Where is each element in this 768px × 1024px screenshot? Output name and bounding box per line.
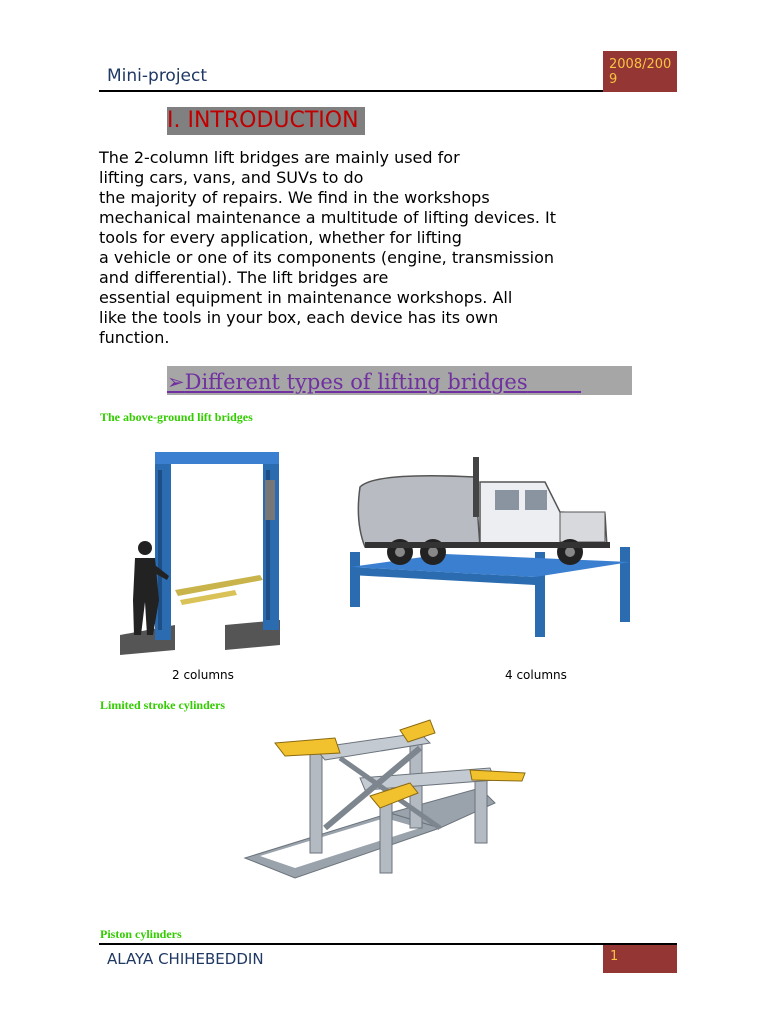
caption-two-columns: 2 columns [172,668,234,682]
header-rule [99,90,677,92]
intro-line: and differential). The lift bridges are [99,268,389,287]
intro-line: a vehicle or one of its components (engine, transmission [99,248,555,267]
bullet-arrow-icon: ➢ [167,370,185,394]
section-above-ground: The above-ground lift bridges [100,410,253,424]
four-column-lift-image [345,452,635,642]
caption-four-columns: 4 columns [505,668,567,682]
header-year-box [603,51,677,92]
intro-line: The 2-column lift bridges are mainly used for [99,148,460,167]
intro-line: lifting cars, vans, and SUVs to do [99,168,364,187]
intro-line: mechanical maintenance a multitude of lifting devices. It [99,208,556,227]
header-year: 2008/2009 [609,57,672,87]
intro-paragraph [99,148,619,348]
intro-line: tools for every application, whether for lifting [99,228,462,247]
footer-page-number: 1 [603,945,677,973]
intro-heading: I. INTRODUCTION [167,107,365,135]
types-heading-text: Different types of lifting bridges [184,370,528,394]
footer-author: ALAYA CHIHEBEDDIN [107,950,264,968]
footer-rule [99,943,677,945]
intro-line: function. [99,328,170,347]
header-title: Mini-project [107,66,208,86]
intro-line: the majority of repairs. We find in the workshops [99,188,490,207]
intro-line: like the tools in your box, each device has its own [99,308,499,327]
types-heading [167,366,632,395]
two-column-lift-image [115,450,285,655]
section-limited-stroke: Limited stroke cylinders [100,698,226,712]
intro-line: essential equipment in maintenance workshops. All [99,288,513,307]
scissor-lift-image [240,718,535,898]
section-piston-cylinders: Piston cylinders [100,927,182,941]
